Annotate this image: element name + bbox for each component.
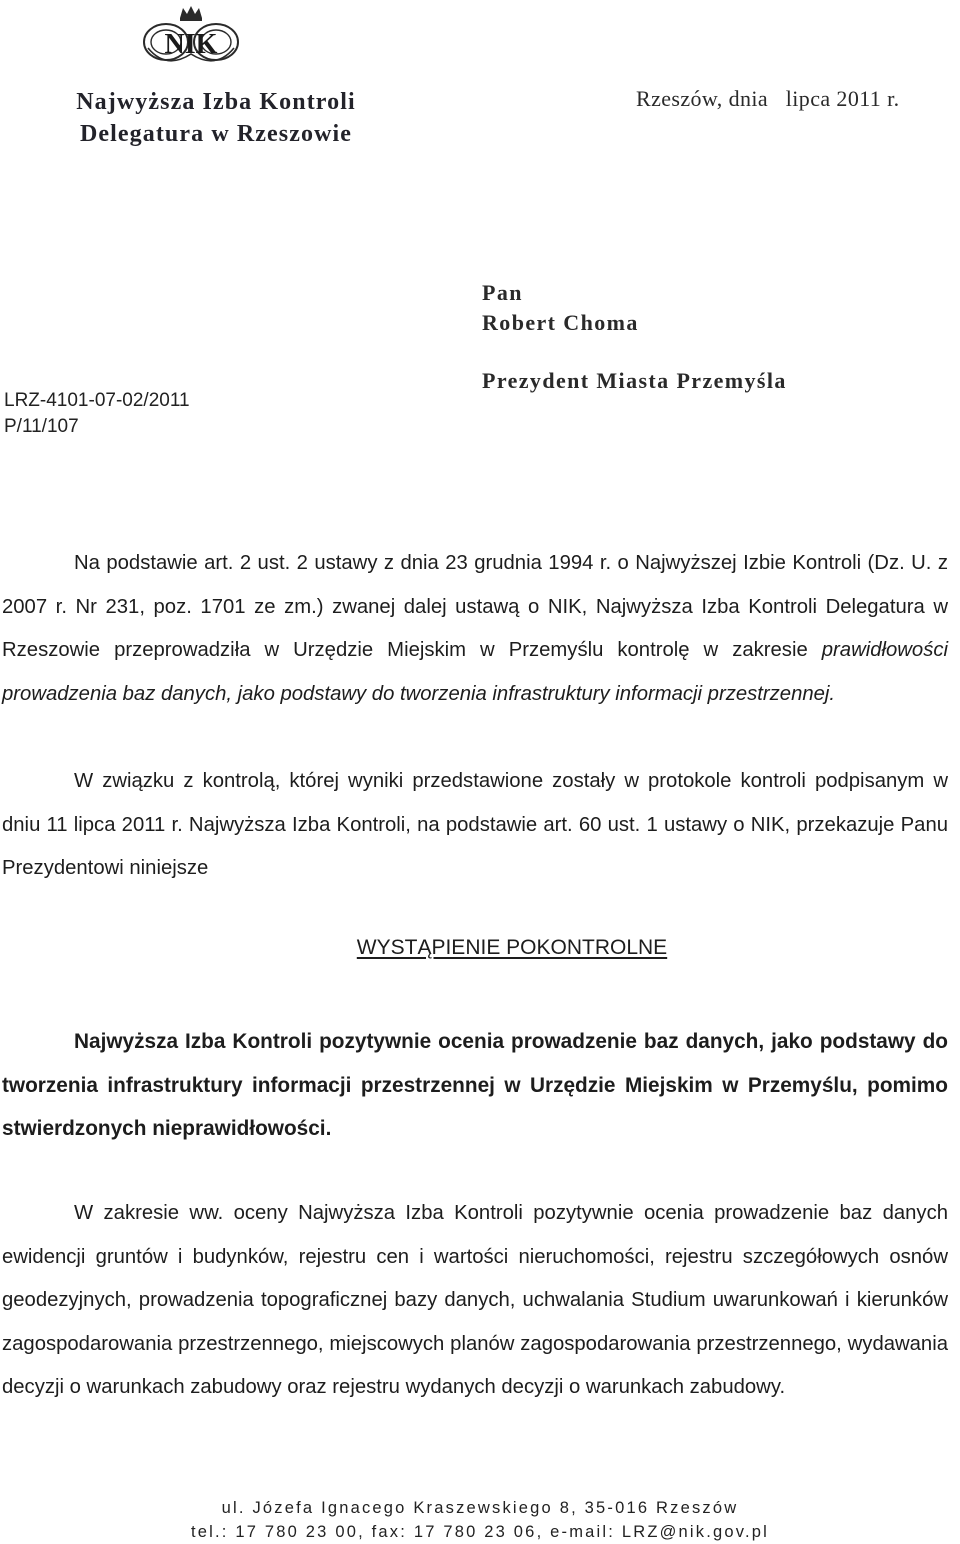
- nik-emblem-icon: [136, 4, 246, 70]
- institution-name: [16, 86, 416, 150]
- reference-number-2: P/11/107: [4, 416, 79, 437]
- paragraph-transmission-text: W związku z kontrolą, której wyniki przedstawione zostały w protokole kontroli podpisanym w dniu 11 lipca 2011 r. Najwyższa Izba Kontroli, na podstawie art. 60 ust. 1 ustawy o NIK, przekazuje Panu Prezydentowi niniejsze: [2, 770, 948, 879]
- reference-number-1: LRZ-4101-07-02/2011: [4, 390, 190, 411]
- footer-contact: [0, 1496, 960, 1544]
- paragraph-transmission: [2, 760, 948, 891]
- svg-text:NIK: NIK: [164, 29, 218, 60]
- place-date: Rzeszów, dnia lipca 2011 r.: [636, 86, 900, 111]
- document-heading-text: WYSTĄPIENIE POKONTROLNE: [356, 936, 668, 959]
- paragraph-intro: [2, 542, 948, 716]
- paragraph-assessment-text: Najwyższa Izba Kontroli pozytywnie ocenia prowadzenie baz danych, jako podstawy do tworzenia infrastruktury informacji przestrzennej w Urzędzie Miejskim w Przemyślu, pomimo stwierdzonych nieprawidłowości.: [2, 1030, 948, 1140]
- paragraph-scope: [2, 1192, 948, 1410]
- institution-line1: Najwyższa Izba Kontroli: [76, 89, 356, 115]
- paragraph-scope-text: W zakresie ww. oceny Najwyższa Izba Kontroli pozytywnie ocenia prowadzenie baz danych ewidencji gruntów i budynków, rejestru cen i wartości nieruchomości, rejestru szczegółowych osnów geodezyjnych, prowadzenia topograficznej bazy danych, uchwalania Studium uwarunkowań i kierunków zagospodarowania przestrzennego, miejscowych planów zagospodarowania przestrzennego, wydawania decyzji o warunkach zabudowy oraz rejestru wydanych decyzji o warunkach zabudowy.: [2, 1202, 948, 1398]
- paragraph-assessment: [2, 1020, 948, 1151]
- footer-address: ul. Józefa Ignacego Kraszewskiego 8, 35-016 Rzeszów: [221, 1499, 739, 1517]
- addressee-salutation: Pan: [482, 280, 523, 305]
- nik-logo: [136, 4, 246, 70]
- addressee-name: Robert Choma: [482, 310, 639, 335]
- paragraph-intro-text: Na podstawie art. 2 ust. 2 ustawy z dnia 23 grudnia 1994 r. o Najwyższej Izbie Kontroli (Dz. U. z 2007 r. Nr 231, poz. 1701 ze zm.) zwanej dalej ustawą o NIK, Najwyższa Izba Kontroli Delegatura w Rzeszowie przeprowadziła w Urzędzie Miejskim w Przemyślu kontrolę w zakresie: [2, 552, 948, 661]
- paragraph-intro-italic: prawidłowości prowadzenia baz danych, jako podstawy do tworzenia infrastruktury informacji przestrzennej.: [2, 639, 948, 705]
- reference-numbers: [4, 388, 190, 440]
- document-heading: [0, 936, 960, 960]
- footer-contact-details: tel.: 17 780 23 00, fax: 17 780 23 06, e-mail: LRZ@nik.gov.pl: [190, 1523, 770, 1541]
- institution-line2: Delegatura w Rzeszowie: [79, 121, 353, 147]
- addressee-block: [482, 278, 787, 396]
- addressee-position: Prezydent Miasta Przemyśla: [482, 368, 787, 393]
